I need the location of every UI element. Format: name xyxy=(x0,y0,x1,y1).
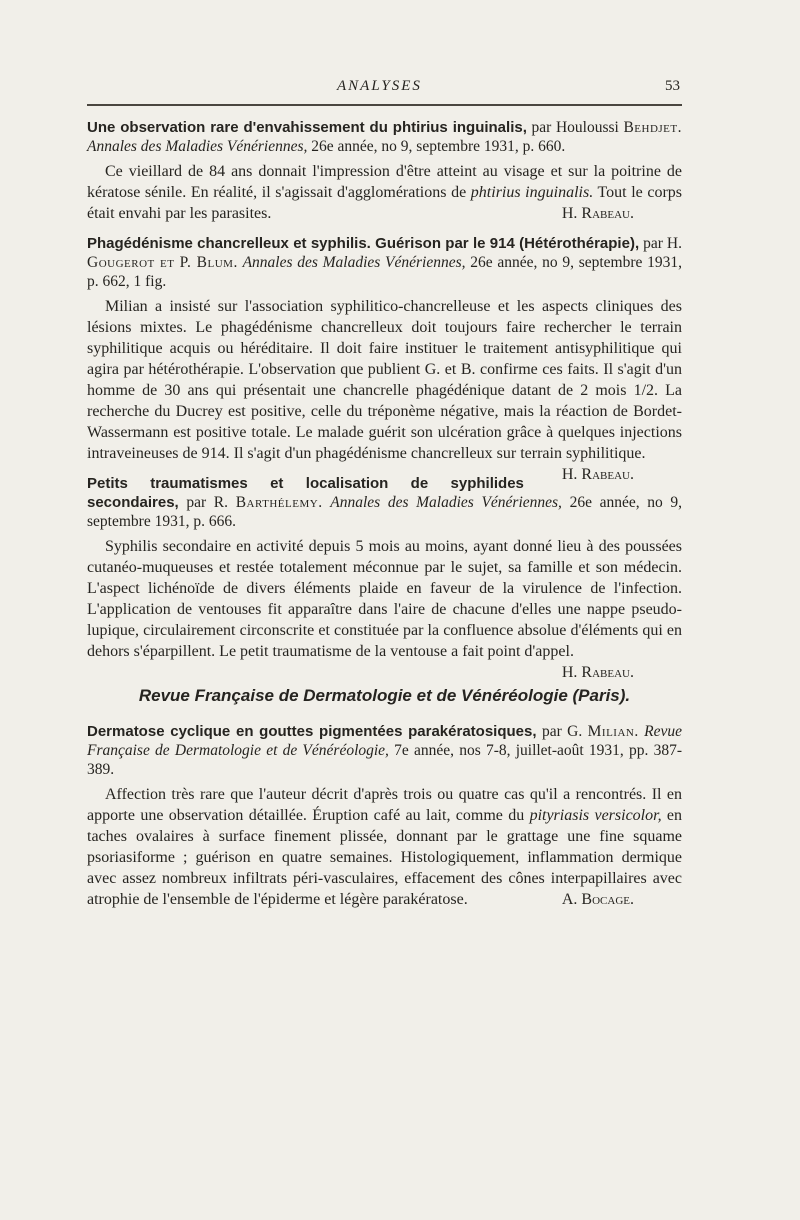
entry-citation: 26e année, no 9, septembre 1931, p. 662, 1 fig. xyxy=(87,254,683,290)
entry-signature: H. Rabeau. xyxy=(561,466,634,483)
entry-body-italic: pityriasis versicolor, xyxy=(529,807,662,824)
entry-author: Barthélemy. xyxy=(235,494,323,511)
entry-body-text: Affection très rare que l'auteur décrit d'après trois ou quatre cas qu'il a rencontrés. Il en apporte une observation détaillée. Éruption café au lait, comme du xyxy=(87,786,682,824)
running-title: ANALYSES xyxy=(337,78,422,94)
entry-author: Behdjet. xyxy=(623,119,682,136)
running-head xyxy=(0,78,800,98)
entry-body-text: Ce vieillard de 84 ans donnait l'impression d'être atteint au visage et sur la poitrine de kératose sénile. En réalité, il s'agissait d'agglomérations de xyxy=(87,163,682,201)
entry-by: par R. xyxy=(186,494,229,511)
entry-author: Gougerot et P. Blum. xyxy=(87,254,238,271)
abstract-entry-3 xyxy=(87,474,683,681)
entry-by: par H. xyxy=(643,235,682,252)
entry-author: Milian. xyxy=(587,723,639,740)
page-number: 53 xyxy=(665,78,680,94)
entry-heading xyxy=(87,234,682,291)
entry-by: par G. xyxy=(541,723,583,740)
entry-heading xyxy=(87,118,682,156)
abstract-entry-2 xyxy=(87,234,683,483)
section-heading: Revue Française de Dermatologie et de Vénéréologie (Paris). xyxy=(138,686,631,705)
entry-heading xyxy=(87,722,682,779)
entry-by: par Houloussi xyxy=(531,119,619,136)
abstract-entry-1 xyxy=(87,118,682,224)
article-content xyxy=(87,118,682,920)
entry-title: Phagédénisme chancrelleux et syphilis. Guérison par le 914 (Hétérothérapie), xyxy=(87,235,640,252)
entry-title: Une observation rare d'envahissement du phtirius inguinalis, xyxy=(87,119,527,136)
header-rule xyxy=(87,104,682,106)
entry-signature: H. Rabeau. xyxy=(561,205,634,222)
entry-body-text-end: Tout le corps était envahi par les parasites. xyxy=(87,184,683,222)
abstract-entry-4 xyxy=(87,722,682,910)
entry-journal: Revue Française de Dermatologie et de Vénéréologie, xyxy=(87,723,683,759)
entry-citation: 26e année, no 9, septembre 1931, p. 666. xyxy=(87,494,683,530)
entry-body-text: Syphilis secondaire en activité depuis 5 mois au moins, ayant donné lieu à des poussées cutanéo-muqueuses et restée totalement méconnue par le sujet, sa famille et son médecin. L'aspect lichénoïde de divers éléments plaide en faveur de la virulence de l'infection. L'application de ventouses fit apparaître dans l'aire de chacune d'elles une nappe pseudo-lupique, circulairement circonscrite et constituée par la confluence absolue d'éléments qui en dehors s'éparpillent. Le petit traumatisme de la ventouse a fait point d'appel. xyxy=(87,538,682,660)
entry-title: Petits traumatismes et localisation de syphilides secondaires, xyxy=(87,475,524,511)
entry-body xyxy=(87,536,682,681)
entry-journal: Annales des Maladies Vénériennes, xyxy=(330,494,562,511)
entry-journal: Annales des Maladies Vénériennes, xyxy=(87,138,308,155)
entry-body-italic: phtirius inguinalis. xyxy=(470,184,594,201)
entry-body xyxy=(87,161,682,224)
entry-citation: 7e année, nos 7-8, juillet-août 1931, pp. 387-389. xyxy=(87,742,682,778)
entry-citation: 26e année, no 9, septembre 1931, p. 660. xyxy=(311,138,566,155)
entry-title: Dermatose cyclique en gouttes pigmentées parakératosiques, xyxy=(87,723,537,740)
entry-body-text: Milian a insisté sur l'association syphilitico-chancrelleuse et les aspects cliniques des lésions mixtes. Le phagédénisme chancrelleux doit toujours faire rechercher le terrain syphilitique acquis ou héréditaire. Il doit faire instituer le traitement antisyphilitique qui agira par hétérothérapie. L'observation que publient G. et B. confirme ces faits. Il s'agit d'un homme de 30 ans qui présentait une chancrelle phagédénique datant de 2 mois 1/2. La recherche du Ducrey est positive, celle du tréponème négative, mais la réaction de Bordet-Wassermann est positive totale. Le malade guérit son ulcération grâce à quelques injections intraveineuses de 914. Il s'agit d'un phagédénisme chancrelleux sur terrain syphilitique. xyxy=(87,298,682,462)
entry-body xyxy=(87,784,682,910)
entry-journal: Annales des Maladies Vénériennes, xyxy=(242,254,466,271)
entry-body xyxy=(87,296,682,483)
entry-signature: H. Rabeau. xyxy=(561,664,634,681)
entry-body-text-end: en taches ovalaires à surface finement plissée, donnant par le grattage une fine squame psoriasiforme ; guérison en quatre semaines. Histologiquement, inflammation dermique avec assez nombreux infiltrats péri-vasculaires, effacement des cônes interpapillaires avec atrophie de l'ensemble de l'épiderme et légère parakératose. xyxy=(87,807,683,908)
entry-signature: A. Bocage. xyxy=(561,891,634,908)
